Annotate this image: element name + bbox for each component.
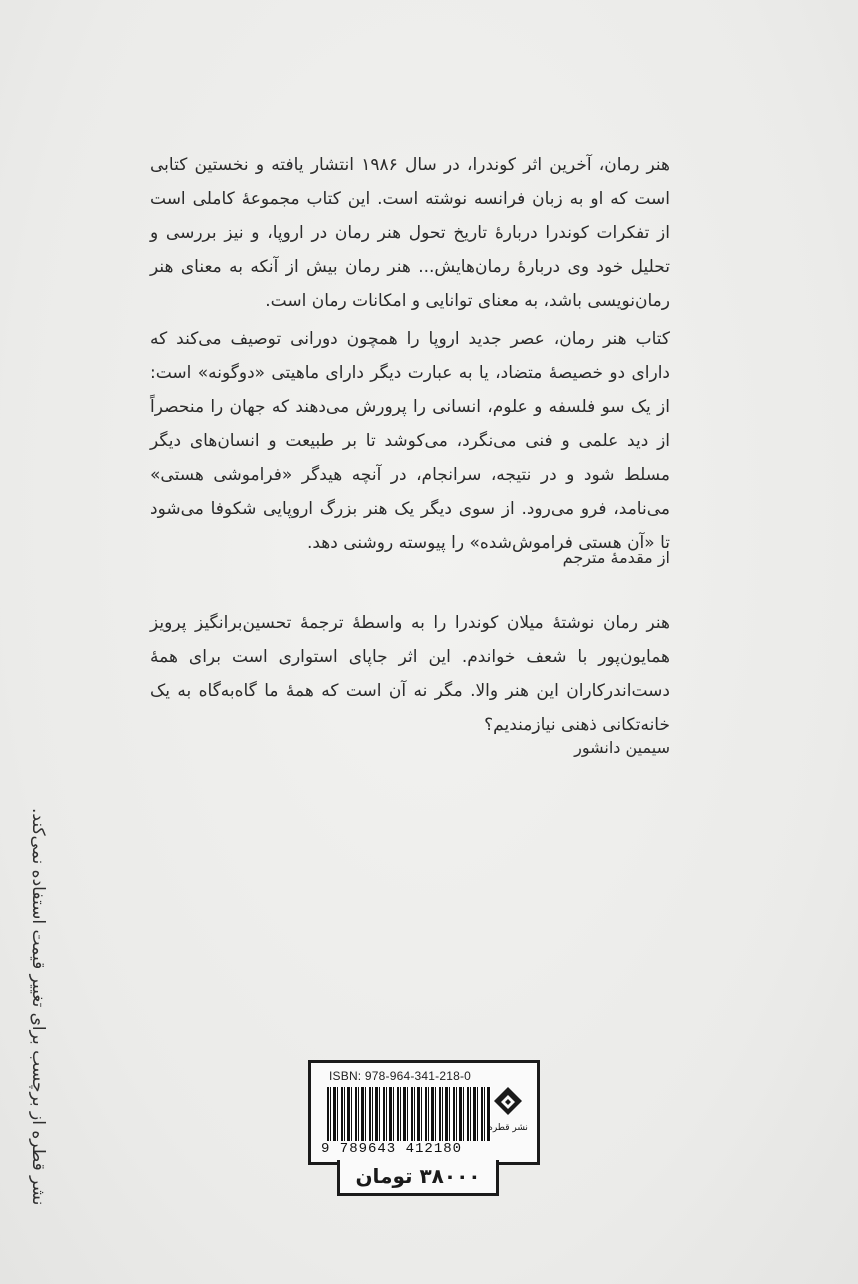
price-tag: ۳۸۰۰۰ تومان <box>337 1160 499 1196</box>
barcode-panel <box>308 1060 540 1165</box>
barcode-bars <box>327 1087 491 1141</box>
blurb-paragraph-3: هنر رمان نوشتهٔ میلان کوندرا را به واسطهٔ ترجمهٔ تحسین‌برانگیز پرویز همایون‌پور با شعف خواندم. این اثر جاپای استواری است برای همهٔ دست‌اندرکاران این هنر والا. مگر نه آن است که همهٔ ما گاه‌به‌گاه به یک خانه‌تکانی ذهنی نیازمندیم؟ <box>150 613 670 735</box>
translator-credit: از مقدمهٔ مترجم <box>562 548 670 567</box>
price-label-note: نشر قطره از برچسب برای تغییر قیمت استفاده نمی‌کند. <box>28 807 48 1205</box>
publisher-logo <box>487 1085 529 1145</box>
blurb-paragraph-2: کتاب هنر رمان، عصر جدید اروپا را همچون دورانی توصیف می‌کند که دارای دو خصیصهٔ متضاد، یا به عبارت دیگر دارای ماهیتی «دوگونه» است: از یک سو فلسفه و علوم، انسانی را پرورش می‌دهند که جهان را منحصراً از دید علمی و فنی می‌نگرد، می‌کوشد تا بر طبیعت و انسان‌های دیگر مسلط شود و در نتیجه، سرانجام، در آنچه هیدگر «فراموشی هستی» می‌نامد، فرو می‌رود. از سوی دیگر یک هنر بزرگ اروپایی شکوفا می‌شود تا «آن هستی فراموش‌شده» را پیوسته روشنی دهد. <box>150 329 670 553</box>
author-credit: سیمین دانشور <box>574 738 670 757</box>
publisher-logo-label: نشر قطره <box>488 1123 528 1133</box>
barcode-digits: 9 789643 412180 <box>321 1141 501 1157</box>
blurb-paragraph-1: هنر رمان، آخرین اثر کوندرا، در سال ۱۹۸۶ انتشار یافته و نخستین کتابی است که او به زبان فرانسه نوشته است. این کتاب مجموعهٔ کاملی است از تفکرات کوندرا دربارهٔ تاریخ تحول هنر رمان در اروپا، و نیز بررسی و تحلیل خود وی دربارهٔ رمان‌هایش... هنر رمان بیش از آنکه به معنای هنر رمان‌نویسی باشد، به معنای توانایی و امکانات رمان است. <box>150 155 670 311</box>
publisher-logo-icon <box>490 1085 526 1121</box>
isbn-text: ISBN: 978-964-341-218-0 <box>329 1069 472 1083</box>
barcode <box>321 1069 493 1157</box>
